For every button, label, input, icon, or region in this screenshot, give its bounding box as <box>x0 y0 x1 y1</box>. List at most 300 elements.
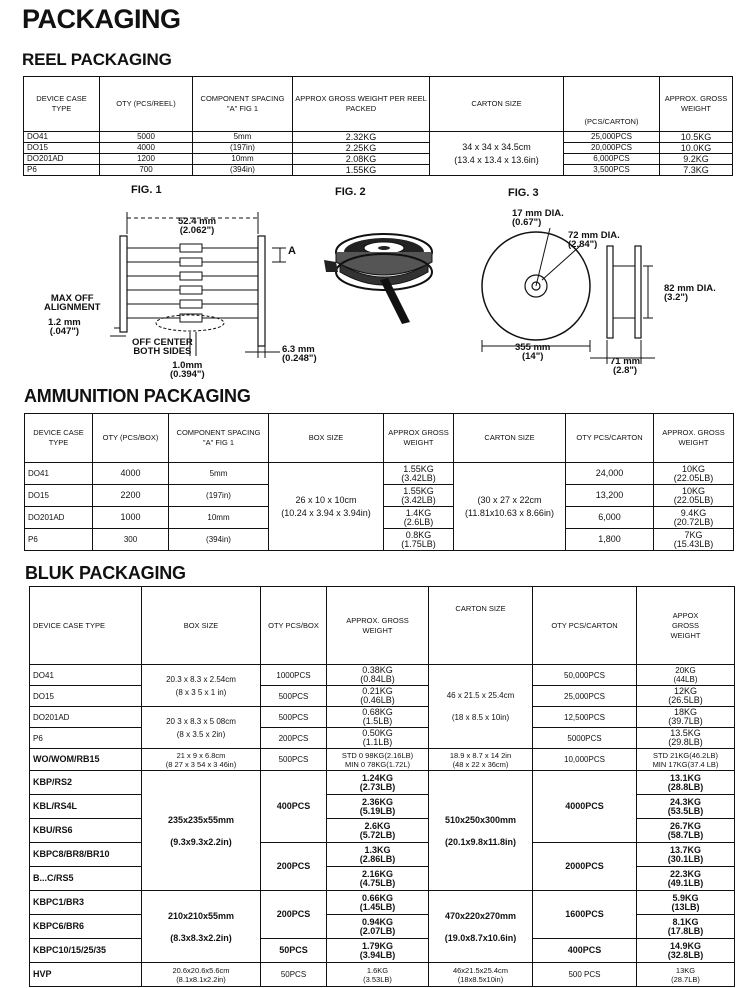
weight-kg: 0.8KG <box>405 529 432 540</box>
fig1-alignment-text: ALIGNMENT <box>44 302 101 313</box>
cell-type: DO41 <box>24 132 100 143</box>
cell-gross <box>654 485 734 507</box>
table-row <box>30 891 735 915</box>
cell-carton-size <box>454 463 566 551</box>
gross-lb: (49.1LB) <box>667 877 704 888</box>
cell-gross <box>654 529 734 551</box>
cell-type: DO201AD <box>30 707 142 728</box>
cell-weight <box>327 819 429 843</box>
table-row <box>24 154 733 165</box>
cell-qty: 500PCS <box>261 749 327 771</box>
cell-spacing: (394in) <box>193 165 293 176</box>
fig3-dia-17-in: (0.67") <box>512 217 542 228</box>
gross-lb: (30.1LB) <box>667 853 704 864</box>
header-carton-size: CARTON SIZE <box>454 414 566 463</box>
gross-kg: 10KG <box>681 485 705 496</box>
cell-weight <box>327 843 429 867</box>
gross-lb: (28.8LB) <box>667 781 704 792</box>
header-approx-gross-weight: APPOX GROSS WEIGHT <box>637 587 735 665</box>
cell-spacing: 5mm <box>193 132 293 143</box>
box-size-mm: 235x235x55mm <box>167 814 235 825</box>
cell-gross <box>637 843 735 867</box>
cell-weight <box>327 795 429 819</box>
cell-carton-size <box>429 963 533 987</box>
cell-weight <box>384 485 454 507</box>
cell-qty: 300 <box>93 529 169 551</box>
cell-weight: 1.55KG <box>293 165 430 176</box>
box-size-in: (8.3x8.3x2.2in) <box>170 932 232 943</box>
cell-qty: 700 <box>100 165 193 176</box>
weight-min: MIN 0 78KG(1.72L) <box>344 759 411 769</box>
header-box-size: BOX SIZE <box>269 414 384 463</box>
cell-gross: 7.3KG <box>660 165 733 176</box>
fig3-dia-72 <box>568 231 620 249</box>
cell-gross: 10.5KG <box>660 132 733 143</box>
box-size-mm: 210x210x55mm <box>167 910 235 921</box>
cell-box-size <box>142 707 261 749</box>
cell-carton-size <box>429 891 533 963</box>
cell-gross <box>637 819 735 843</box>
cell-type: DO41 <box>25 463 93 485</box>
table-row <box>30 749 735 771</box>
header-qty-carton: OTY PCS/CARTON <box>566 414 654 463</box>
weight-lb: (2.07LB) <box>359 925 396 936</box>
fig1-dim-10 <box>170 361 205 379</box>
cell-carton-size <box>429 771 533 891</box>
cell-weight <box>327 867 429 891</box>
header-component-spacing: COMPONENT SPACING "A" FIG 1 <box>193 77 293 132</box>
gross-kg: 13.5KG <box>670 728 701 738</box>
carton-size-in: (19.0x8.7x10.6in) <box>444 932 517 943</box>
cell-qty: 50PCS <box>261 939 327 963</box>
cell-type: P6 <box>30 728 142 749</box>
weight-lb: (3.42LB) <box>401 472 436 483</box>
fig3-dia-82 <box>664 284 716 302</box>
weight-kg: 2.16KG <box>361 868 394 879</box>
weight-lb: (3.53LB) <box>363 974 392 984</box>
cell-type: KBL/RS4L <box>30 795 142 819</box>
weight-kg: 1.3KG <box>364 844 391 855</box>
gross-kg: 22.3KG <box>669 868 702 879</box>
cell-gross: 10.0KG <box>660 143 733 154</box>
cell-box-size <box>142 963 261 987</box>
fig3-dia-72-in: (2.84") <box>568 239 598 250</box>
cell-gross <box>637 771 735 795</box>
table-row <box>30 843 735 867</box>
box-size-cm: 20 3 x 8.3 x 5 08cm <box>166 716 236 726</box>
fig3-dia-82-mm: 82 mm DIA. <box>664 283 716 294</box>
cell-spacing: 10mm <box>169 507 269 529</box>
cell-weight <box>327 665 429 686</box>
gross-lb: (22.05LB) <box>673 472 714 483</box>
cell-carton-size <box>429 665 533 749</box>
cell-weight <box>327 686 429 707</box>
cell-qty: 4000 <box>100 143 193 154</box>
cell-type: P6 <box>24 165 100 176</box>
reel-section-title: REEL PACKAGING <box>22 50 172 69</box>
cell-type: WO/WOM/RB15 <box>30 749 142 771</box>
weight-lb: (3.42LB) <box>401 494 436 505</box>
gross-kg: 13.7KG <box>669 844 702 855</box>
cell-type: DO15 <box>25 485 93 507</box>
cell-type: KBU/RS6 <box>30 819 142 843</box>
fig1-off-center <box>132 338 193 356</box>
weight-kg: 0.50KG <box>362 728 393 738</box>
cell-qty: 500PCS <box>261 707 327 728</box>
gross-kg: 20KG <box>675 666 696 675</box>
cell-weight <box>327 707 429 728</box>
cell-carton-size <box>429 749 533 771</box>
cell-pcs: 1,800 <box>566 529 654 551</box>
cell-pcs: 20,000PCS <box>564 143 660 154</box>
cell-qty: 5000 <box>100 132 193 143</box>
weight-kg: 1.55KG <box>403 463 434 474</box>
gross-lb: (39.7LB) <box>668 716 703 726</box>
bulk-section-title: BLUK PACKAGING <box>25 563 186 583</box>
reel-table <box>23 76 733 176</box>
weight-lb: (1.45LB) <box>359 901 396 912</box>
header-approx-gross-weight: APPROX. GROSS WEIGHT <box>660 77 733 132</box>
fig3-dia-17-mm: 17 mm DIA. <box>512 208 564 219</box>
cell-pcs: 6,000 <box>566 507 654 529</box>
cell-weight <box>327 939 429 963</box>
header-qty-carton: OTY PCS/CARTON <box>533 587 637 665</box>
weight-kg: 2.6KG <box>364 820 391 831</box>
bulk-table <box>29 586 735 987</box>
cell-weight: 2.32KG <box>293 132 430 143</box>
box-size-in: (9.3x9.3x2.2in) <box>170 836 232 847</box>
weight-kg: 0.94KG <box>361 916 394 927</box>
gross-lb: (28.7LB) <box>671 974 700 984</box>
box-size-in: (8 x 3 5 x 1 in) <box>175 687 227 697</box>
table-row <box>24 143 733 154</box>
gross-kg: 13.1KG <box>669 772 702 783</box>
carton-size-mm: 470x220x270mm <box>444 910 517 921</box>
cell-qty: 1000PCS <box>261 665 327 686</box>
fig3-dia-82-in: (3.2") <box>664 292 689 303</box>
cell-type: DO201AD <box>24 154 100 165</box>
fig1-width-dim <box>178 217 216 235</box>
carton-size-cm: 46x21.5x25.4cm <box>452 965 509 975</box>
cell-pcs: 500 PCS <box>533 963 637 987</box>
table-row <box>30 963 735 987</box>
fig3-dia-17 <box>512 209 564 227</box>
header-approx-gross-weight: APPROX. GROSS WEIGHT <box>654 414 734 463</box>
cell-qty: 200PCS <box>261 891 327 939</box>
gross-kg: 14.9KG <box>669 940 702 951</box>
gross-lb: (13LB) <box>671 901 700 912</box>
cell-type: P6 <box>25 529 93 551</box>
weight-lb: (3.94LB) <box>359 949 396 960</box>
header-qty: OTY (PCS/REEL) <box>100 77 193 132</box>
cell-gross <box>654 463 734 485</box>
gross-lb: (22.05LB) <box>673 494 714 505</box>
fig1-dim-12 <box>48 318 81 336</box>
fig3-dia-72-mm: 72 mm DIA. <box>568 230 620 241</box>
weight-lb: (2.6LB) <box>403 516 434 527</box>
cell-weight <box>384 507 454 529</box>
cell-weight <box>327 963 429 987</box>
weight-lb: (1.5LB) <box>362 716 393 726</box>
cell-carton-size <box>430 132 564 176</box>
carton-size-mm: 510x250x300mm <box>444 814 517 825</box>
weight-lb: (4.75LB) <box>359 877 396 888</box>
cell-weight <box>327 728 429 749</box>
gross-lb: (32.8LB) <box>667 949 704 960</box>
box-size-in: (8 x 3.5 x 2in) <box>176 729 226 739</box>
weight-lb: (0.84LB) <box>360 674 395 684</box>
header-qty: OTY (PCS/BOX) <box>93 414 169 463</box>
table-row <box>30 728 735 749</box>
weight-kg: 0.21KG <box>362 686 393 696</box>
header-carton-size: CARTON SIZE <box>429 587 533 665</box>
header-device-case-type: DEVICE CASE TYPE <box>24 77 100 132</box>
cell-pcs: 1600PCS <box>533 891 637 939</box>
gross-lb: (17.8LB) <box>667 925 704 936</box>
fig1-dim-12-mm: 1.2 mm <box>48 317 81 328</box>
fig1-max-off <box>44 294 100 312</box>
carton-size-cm: (48 x 22 x 36cm) <box>452 759 509 769</box>
cell-type: DO41 <box>30 665 142 686</box>
fig1-dim-63 <box>282 345 317 363</box>
weight-kg: 2.36KG <box>361 796 394 807</box>
cell-spacing: (197in) <box>193 143 293 154</box>
carton-size-in: (20.1x9.8x11.8in) <box>444 836 517 847</box>
cell-gross <box>637 686 735 707</box>
cell-gross <box>637 665 735 686</box>
fig3-dim-71 <box>610 357 640 375</box>
gross-kg: 13KG <box>675 965 696 975</box>
cell-type: KBPC10/15/25/35 <box>30 939 142 963</box>
cell-type: HVP <box>30 963 142 987</box>
weight-kg: 1.6KG <box>366 965 389 975</box>
weight-lb: (2.73LB) <box>359 781 396 792</box>
table-row <box>30 939 735 963</box>
cell-pcs: 2000PCS <box>533 843 637 891</box>
weight-kg: 0.38KG <box>362 665 393 675</box>
gross-kg: 26.7KG <box>669 820 702 831</box>
fig1-width-mm: 52.4 mm <box>178 216 217 227</box>
cell-qty: 400PCS <box>261 771 327 843</box>
table-row <box>30 707 735 728</box>
fig1-both-sides-text: BOTH SIDES <box>133 346 192 357</box>
cell-gross <box>637 795 735 819</box>
weight-lb: (2.86LB) <box>359 853 396 864</box>
cell-pcs: 5000PCS <box>533 728 637 749</box>
cell-qty: 2200 <box>93 485 169 507</box>
cell-weight <box>384 463 454 485</box>
carton-size-in: (18x8.5x10in) <box>457 974 504 984</box>
gross-kg: 18KG <box>673 707 697 717</box>
cell-pcs: 10,000PCS <box>533 749 637 771</box>
cell-qty: 1000 <box>93 507 169 529</box>
fig3-dia-355-mm: 355 mm <box>515 342 551 353</box>
fig2-label: FIG. 2 <box>335 186 366 198</box>
box-size-cm: 21 x 9 x 6.8cm <box>176 750 226 760</box>
carton-size-in: 18.9 x 8.7 x 14 2in <box>449 750 512 760</box>
gross-lb: (58.7LB) <box>667 829 704 840</box>
gross-kg: 24.3KG <box>669 796 702 807</box>
weight-lb: (5.19LB) <box>359 805 396 816</box>
cell-qty: 200PCS <box>261 843 327 891</box>
cell-pcs: 24,000 <box>566 463 654 485</box>
weight-kg: 1.55KG <box>403 485 434 496</box>
cell-weight: 2.25KG <box>293 143 430 154</box>
header-pcs-carton: (PCS/CARTON) <box>564 77 660 132</box>
gross-kg: 7KG <box>684 529 703 540</box>
fig3-dia-355-in: (14") <box>521 351 544 362</box>
cell-gross <box>637 915 735 939</box>
table-row <box>30 665 735 686</box>
weight-lb: (1.75LB) <box>401 538 436 549</box>
gross-lb: (29.8LB) <box>668 737 703 747</box>
fig3-label: FIG. 3 <box>508 187 539 199</box>
weight-lb: (0.46LB) <box>360 695 395 705</box>
fig1-dim-10-in: (0.394") <box>170 369 205 380</box>
weight-std: STD 0 98KG(2.16LB) <box>341 750 414 760</box>
weight-kg: 1.4KG <box>405 507 432 518</box>
gross-kg: 8.1KG <box>672 916 699 927</box>
cell-gross <box>637 728 735 749</box>
table-row <box>30 686 735 707</box>
cell-weight <box>327 915 429 939</box>
fig1-dim-63-in: (0.248") <box>282 353 317 364</box>
weight-kg: 1.79KG <box>361 940 394 951</box>
cell-type: DO15 <box>30 686 142 707</box>
cell-gross <box>637 707 735 728</box>
cell-type: DO201AD <box>25 507 93 529</box>
fig3-dim-71-in: (2.8") <box>613 365 638 376</box>
table-row <box>25 463 734 485</box>
box-size-in: (8 27 x 3 54 x 3 46in) <box>165 759 237 769</box>
cell-weight <box>327 891 429 915</box>
cell-qty: 200PCS <box>261 728 327 749</box>
cell-pcs: 4000PCS <box>533 771 637 843</box>
carton-size-cm: (30 x 27 x 22cm <box>477 494 542 505</box>
cell-box-size <box>142 771 261 891</box>
cell-spacing: (394in) <box>169 529 269 551</box>
table-header-row <box>24 77 733 132</box>
box-size-cm: 26 x 10 x 10cm <box>295 494 357 505</box>
cell-pcs: 6,000PCS <box>564 154 660 165</box>
fig2-reel-drawing <box>318 202 448 332</box>
gross-std: STD 21KG(46.2LB) <box>652 750 719 760</box>
gross-lb: (26.5LB) <box>668 695 703 705</box>
table-header-row <box>30 587 735 665</box>
cell-spacing: (197in) <box>169 485 269 507</box>
cell-qty: 500PCS <box>261 686 327 707</box>
gross-kg: 12KG <box>673 686 697 696</box>
cell-pcs: 25,000PCS <box>533 686 637 707</box>
cell-gross <box>637 963 735 987</box>
weight-lb: (1.1LB) <box>362 737 393 747</box>
cell-type: KBPC1/BR3 <box>30 891 142 915</box>
cell-type: B...C/RS5 <box>30 867 142 891</box>
cell-gross <box>637 867 735 891</box>
cell-spacing: 10mm <box>193 154 293 165</box>
gross-lb: (20.72LB) <box>673 516 714 527</box>
carton-size-cm: 46 x 21.5 x 25.4cm <box>446 690 515 700</box>
box-size-cm: 20.6x20.6x5.6cm <box>172 965 230 975</box>
gross-min: MIN 17KG(37.4 LB) <box>652 759 719 769</box>
cell-pcs: 12,500PCS <box>533 707 637 728</box>
cell-box-size <box>142 891 261 963</box>
table-row <box>24 165 733 176</box>
fig1-a-label: A <box>288 245 296 257</box>
cell-pcs: 13,200 <box>566 485 654 507</box>
gross-kg: 5.9KG <box>672 892 699 903</box>
cell-type: KBP/RS2 <box>30 771 142 795</box>
gross-lb: (44LB) <box>673 675 698 684</box>
cell-weight <box>327 749 429 771</box>
carton-size-in: (11.81x10.63 x 8.66in) <box>465 507 554 518</box>
table-row <box>24 132 733 143</box>
fig3-dim-71-mm: 71 mm <box>610 356 641 367</box>
cell-pcs: 25,000PCS <box>564 132 660 143</box>
fig1-dim-12-in: (.047") <box>49 326 80 337</box>
carton-size-cm: 34 x 34 x 34.5cm <box>462 141 531 152</box>
ammo-section-title: AMMUNITION PACKAGING <box>24 386 251 406</box>
header-gross-weight-per-reel: APPROX GROSS WEIGHT PER REEL PACKED <box>293 77 430 132</box>
cell-type: KBPC8/BR8/BR10 <box>30 843 142 867</box>
table-row <box>30 771 735 795</box>
cell-gross <box>654 507 734 529</box>
header-gross-weight: APPROX. GROSS WEIGHT <box>327 587 429 665</box>
fig1-off-center-text: OFF CENTER <box>132 337 193 348</box>
weight-kg: 1.24KG <box>361 772 394 783</box>
cell-gross: 9.2KG <box>660 154 733 165</box>
ammo-table <box>24 413 734 551</box>
cell-gross <box>637 891 735 915</box>
fig1-dim-63-mm: 6.3 mm <box>282 344 315 355</box>
cell-weight <box>384 529 454 551</box>
fig3-dia-355 <box>515 343 550 361</box>
weight-lb: (5.72LB) <box>359 829 396 840</box>
header-carton-size: CARTON SIZE <box>430 77 564 132</box>
cell-weight <box>327 771 429 795</box>
header-component-spacing: COMPONENT SPACING "A" FIG 1 <box>169 414 269 463</box>
box-size-in: (8.1x8.1x2.2in) <box>176 974 226 984</box>
cell-box-size <box>142 665 261 707</box>
cell-spacing: 5mm <box>169 463 269 485</box>
cell-box-size <box>142 749 261 771</box>
cell-pcs: 400PCS <box>533 939 637 963</box>
header-box-size: BOX SIZE <box>142 587 261 665</box>
fig1-width-in: (2.062") <box>179 225 215 236</box>
gross-lb: (53.5LB) <box>667 805 704 816</box>
box-size-cm: 20.3 x 8.3 x 2.54cm <box>166 674 236 684</box>
cell-qty: 4000 <box>93 463 169 485</box>
cell-weight: 2.08KG <box>293 154 430 165</box>
cell-qty: 50PCS <box>261 963 327 987</box>
cell-box-size <box>269 463 384 551</box>
cell-gross <box>637 939 735 963</box>
cell-type: KBPC6/BR6 <box>30 915 142 939</box>
page-title: PACKAGING <box>22 4 181 34</box>
fig1-dim-10-mm: 1.0mm <box>172 360 203 371</box>
carton-size-in: (13.4 x 13.4 x 13.6in) <box>454 154 539 165</box>
cell-pcs: 50,000PCS <box>533 665 637 686</box>
gross-lb: (15.43LB) <box>673 538 714 549</box>
fig1-label: FIG. 1 <box>131 184 162 196</box>
box-size-in: (10.24 x 3.94 x 3.94in) <box>281 507 371 518</box>
header-gross-weight: APPROX GROSS WEIGHT <box>384 414 454 463</box>
cell-qty: 1200 <box>100 154 193 165</box>
cell-pcs: 3,500PCS <box>564 165 660 176</box>
cell-type: DO15 <box>24 143 100 154</box>
fig1-max-off-text: MAX OFF <box>50 293 94 304</box>
weight-kg: 0.68KG <box>362 707 393 717</box>
